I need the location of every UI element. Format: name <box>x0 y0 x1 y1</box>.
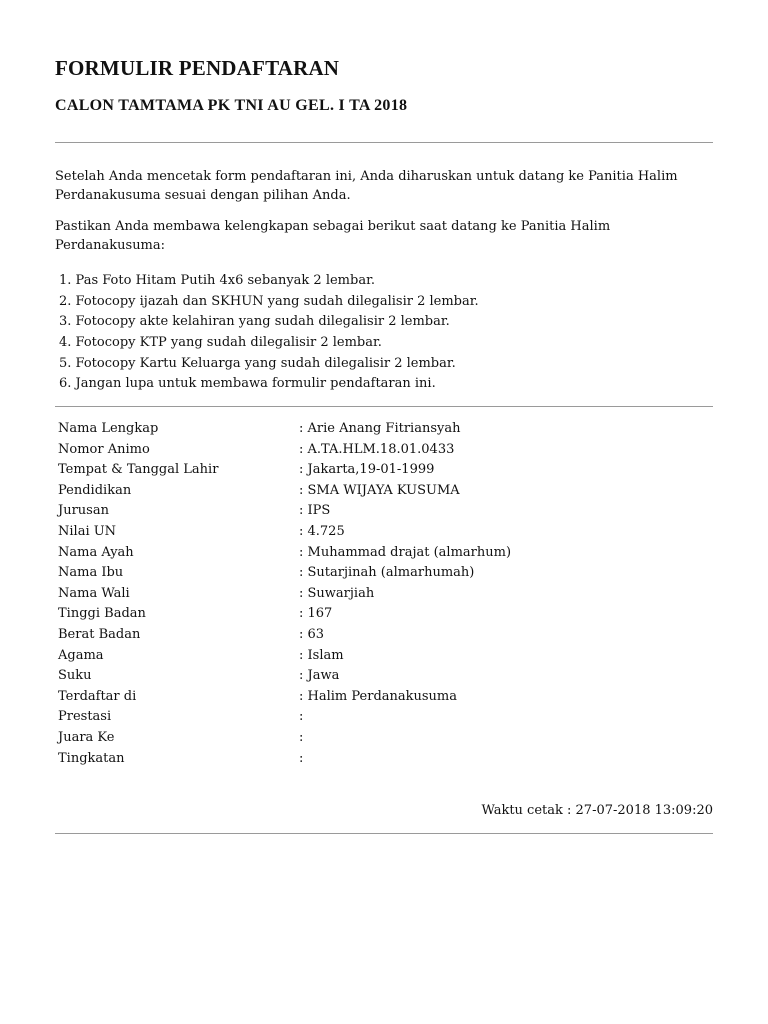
field-value: : <box>299 729 304 745</box>
field-label: Berat Badan <box>58 626 141 642</box>
field-label: Tinggi Badan <box>58 606 146 622</box>
field-value: : 63 <box>299 626 325 642</box>
field-value: : Islam <box>299 647 344 663</box>
field-label: Agama <box>58 647 104 663</box>
list-item: 1. Pas Foto Hitam Putih 4x6 sebanyak 2 lembar. <box>59 273 375 288</box>
field-value: : 167 <box>299 606 333 622</box>
list-item: 2. Fotocopy ijazah dan SKHUN yang sudah dilegalisir 2 lembar. <box>59 293 479 309</box>
field-label: Prestasi <box>58 709 112 725</box>
field-label: Nama Ayah <box>58 544 134 560</box>
field-value: : Suwarjiah <box>299 585 375 601</box>
field-label: Nomor Animo <box>58 441 150 457</box>
field-label: Jurusan <box>58 503 109 519</box>
field-value: : SMA WIJAYA KUSUMA <box>299 482 460 498</box>
divider-middle <box>55 406 713 407</box>
field-label: Pendidikan <box>58 482 132 498</box>
list-item: 4. Fotocopy KTP yang sudah dilegalisir 2 lembar. <box>59 335 382 351</box>
field-value: : A.TA.HLM.18.01.0433 <box>299 441 455 457</box>
field-value: : 4.725 <box>299 523 345 539</box>
field-value: : Halim Perdanakusuma <box>299 688 458 704</box>
field-label: Terdaftar di <box>58 688 137 704</box>
field-value: : Arie Anang Fitriansyah <box>299 421 461 436</box>
field-value: : <box>299 750 304 766</box>
field-label: Tingkatan <box>58 750 125 766</box>
list-item: 6. Jangan lupa untuk membawa formulir pendaftaran ini. <box>59 376 436 392</box>
field-value: : IPS <box>299 503 331 519</box>
form-subtitle: CALON TAMTAMA PK TNI AU GEL. I TA 2018 <box>55 97 408 114</box>
field-label: Juara Ke <box>58 729 115 745</box>
field-label: Nilai UN <box>58 523 117 539</box>
field-value: : Muhammad drajat (almarhum) <box>299 544 512 560</box>
list-item: 5. Fotocopy Kartu Keluarga yang sudah dilegalisir 2 lembar. <box>59 355 456 371</box>
field-value: : <box>299 709 304 725</box>
divider-bottom <box>55 833 713 834</box>
print-timestamp: Waktu cetak : 27-07-2018 13:09:20 <box>481 803 713 818</box>
instruction-paragraph: Setelah Anda mencetak form pendaftaran ini, Anda diharuskan untuk datang ke Panitia Halim Perdanakusuma sesuai dengan pilihan Anda. <box>55 169 678 203</box>
field-label: Suku <box>58 668 92 684</box>
list-item: 3. Fotocopy akte kelahiran yang sudah dilegalisir 2 lembar. <box>59 314 450 330</box>
field-value: : Jawa <box>299 668 340 684</box>
field-label: Tempat & Tanggal Lahir <box>58 462 219 478</box>
requirements-list <box>59 271 479 395</box>
divider-top <box>55 142 713 143</box>
field-label: Nama Wali <box>58 585 130 601</box>
form-title: FORMULIR PENDAFTARAN <box>55 56 340 80</box>
field-label: Nama Lengkap <box>58 421 159 436</box>
field-label: Nama Ibu <box>58 565 124 581</box>
field-value: : Jakarta,19-01-1999 <box>299 462 435 478</box>
requirements-intro: Pastikan Anda membawa kelengkapan sebagai berikut saat datang ke Panitia Halim Perdanakusuma: <box>55 219 611 253</box>
field-value: : Sutarjinah (almarhumah) <box>299 565 475 581</box>
